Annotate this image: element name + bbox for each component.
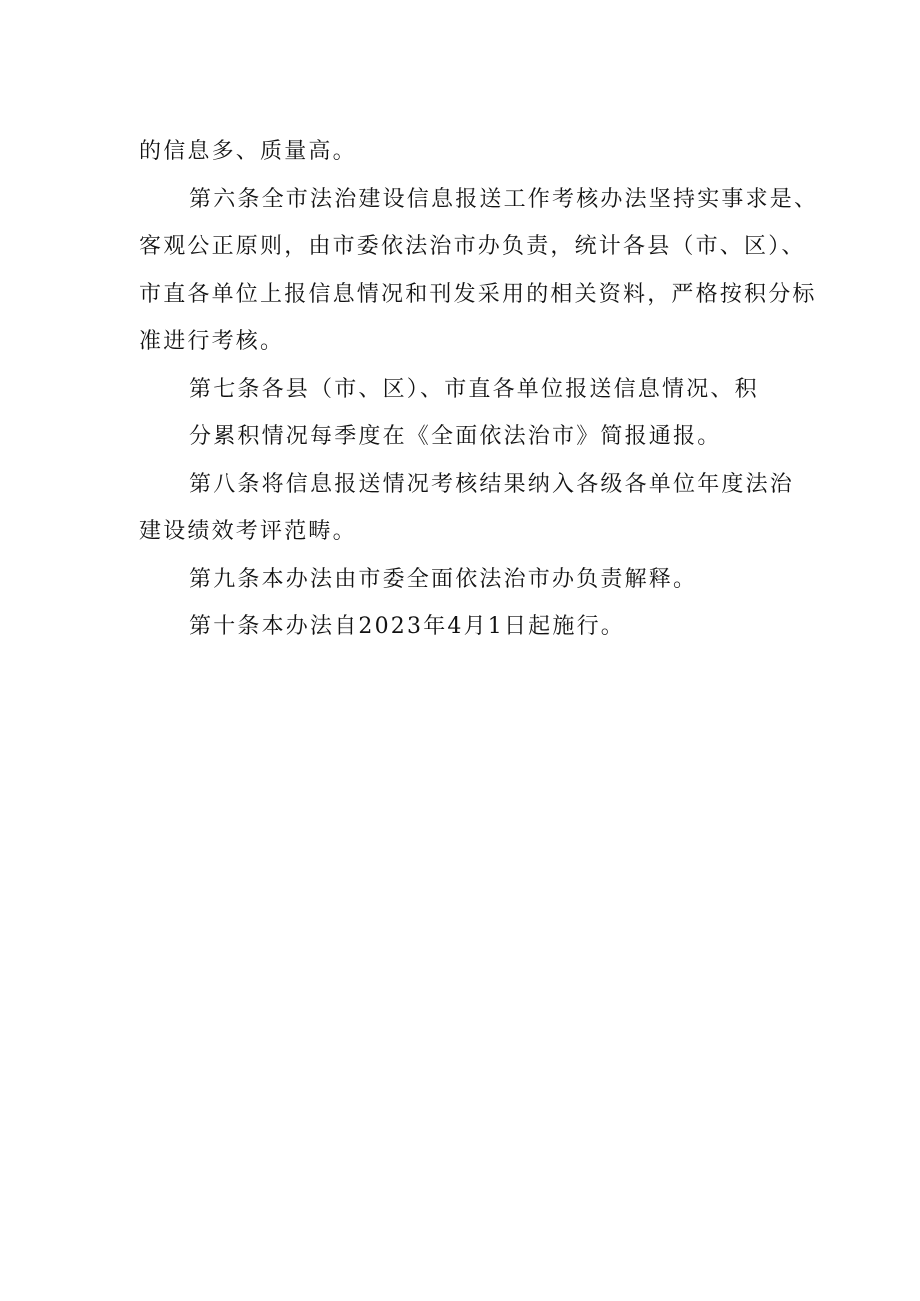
document-body xyxy=(139,128,819,651)
article-6-line-3: 市直各单位上报信息情况和刊发采用的相关资料，严格按积分标 xyxy=(139,281,817,307)
article-10-line: 第十条本办法自2023年4月1日起施行。 xyxy=(189,614,625,639)
article-9-line: 第九条本办法由市委全面依法治市办负责解释。 xyxy=(189,566,698,592)
article-5-continuation-line: 的信息多、质量高。 xyxy=(139,139,357,164)
article-7-line-2: 分累积情况每季度在《全面依法治市》简报通报。 xyxy=(189,424,722,449)
article-8-line-1: 第八条将信息报送情况考核结果纳入各级各单位年度法治 xyxy=(189,471,795,497)
article-6-line-2: 客观公正原则，由市委依法治市办负责，统计各县（市、区）、 xyxy=(139,234,806,259)
article-6-line-1: 第六条全市法治建设信息报送工作考核办法坚持实事求是、 xyxy=(189,186,819,212)
article-8-line-2: 建设绩效考评范畴。 xyxy=(139,519,357,544)
article-7-line-1: 第七条各县（市、区）、市直各单位报送信息情况、积 xyxy=(189,376,759,402)
article-6-line-4: 准进行考核。 xyxy=(139,329,285,354)
